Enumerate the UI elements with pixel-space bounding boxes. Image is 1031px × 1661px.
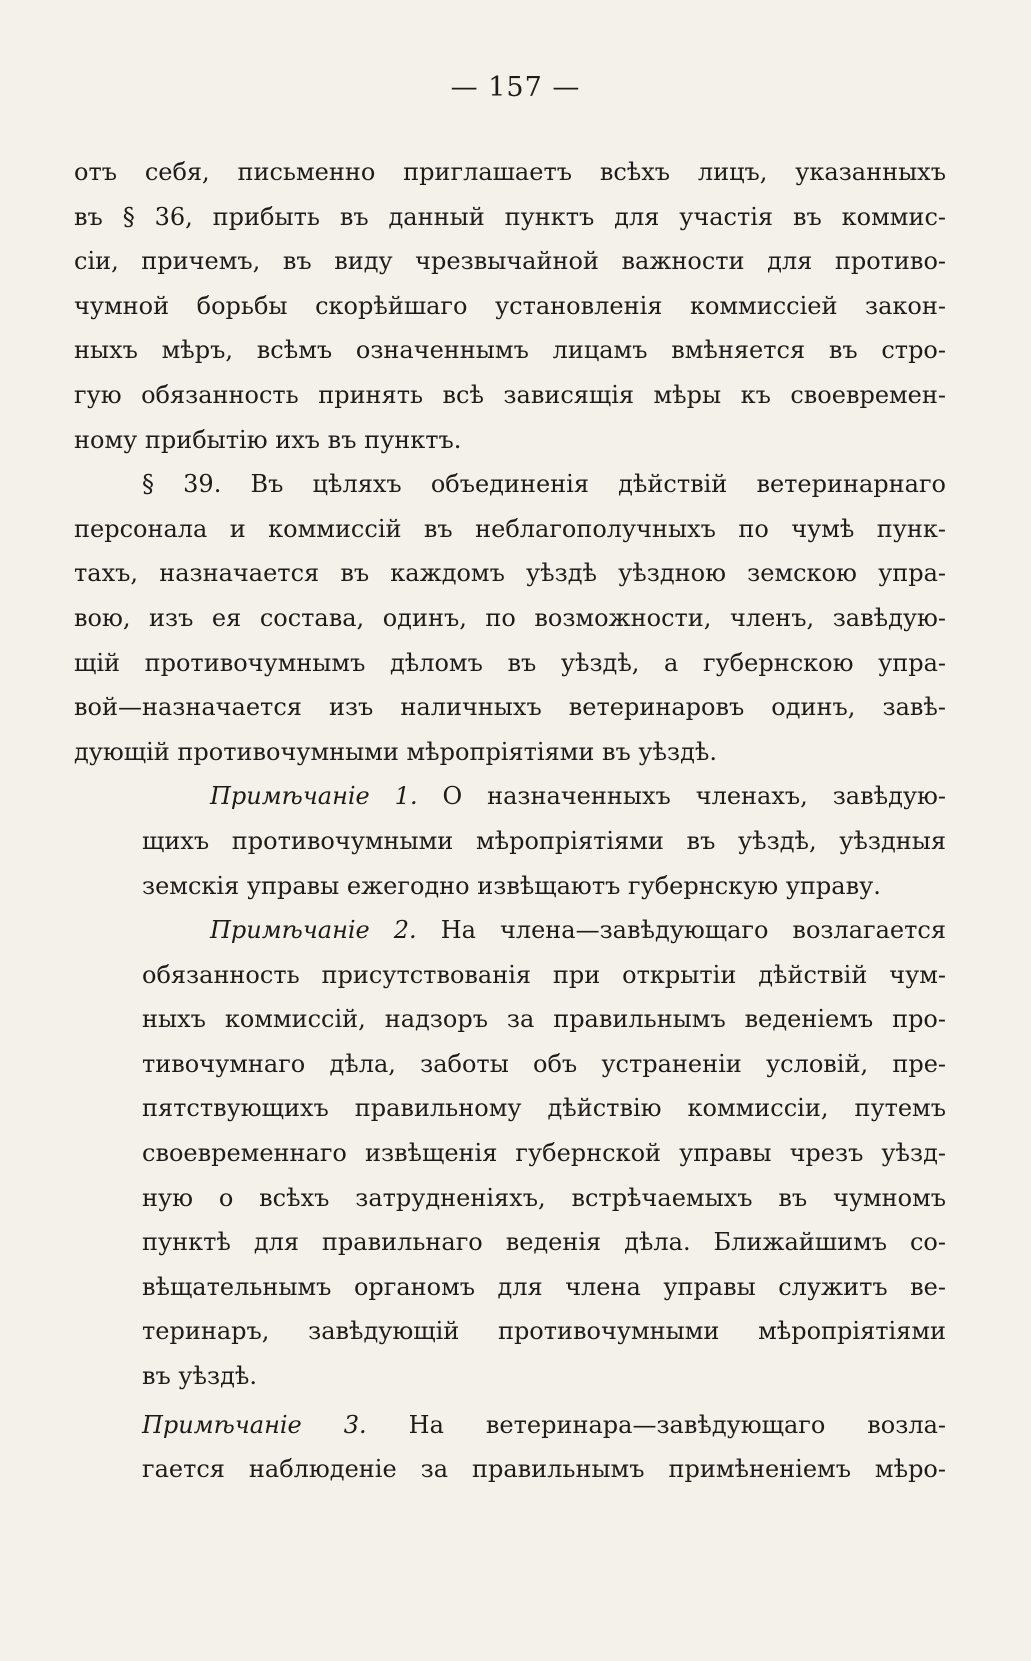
text-line: вой—назначается изъ наличныхъ ветеринаровъ одинъ, завѣ- xyxy=(74,693,946,722)
note-first-line xyxy=(142,908,946,953)
note-1 xyxy=(74,774,946,908)
text-line: теринаръ, завѣдующій противочумными мѣропріятіями xyxy=(142,1317,946,1346)
text-line: сіи, причемъ, въ виду чрезвычайной важности для противо- xyxy=(74,247,946,276)
text-line: ныхъ мѣръ, всѣмъ означеннымъ лицамъ вмѣняется въ стро- xyxy=(74,336,946,365)
note-first-line xyxy=(142,774,946,819)
text-line: обязанность присутствованія при открытіи дѣйствій чум- xyxy=(142,960,946,989)
text-line: щій противочумнымъ дѣломъ въ уѣздѣ, а губернскою упра- xyxy=(74,648,946,677)
paragraph-continuation xyxy=(74,150,946,462)
text-line: пунктѣ для правильнаго веденія дѣла. Ближайшимъ со- xyxy=(142,1228,946,1257)
note-text: На члена—завѣдующаго возлагается xyxy=(440,916,946,945)
text-line: дующій противочумными мѣропріятіями въ уѣздѣ. xyxy=(74,737,717,766)
section-39-paragraph xyxy=(74,462,946,774)
text-line: тивочумнаго дѣла, заботы объ устраненіи условій, пре- xyxy=(142,1049,946,1078)
text-line: вѣщательнымъ органомъ для члена управы служитъ ве- xyxy=(142,1272,946,1301)
text-line: § 39. Въ цѣляхъ объединенія дѣйствій ветеринарнаго xyxy=(142,470,946,499)
text-line: пятствующихъ правильному дѣйствію коммиссіи, путемъ xyxy=(142,1094,946,1123)
text-line: ному прибытію ихъ въ пунктъ. xyxy=(74,425,462,454)
text-line: щихъ противочумными мѣропріятіями въ уѣздѣ, уѣздныя xyxy=(142,826,946,855)
text-line: ныхъ коммиссій, надзоръ за правильнымъ веденіемъ про- xyxy=(142,1005,946,1034)
note-3 xyxy=(74,1403,946,1492)
page-number: — 157 — xyxy=(450,72,581,103)
text-line: гую обязанность принять всѣ зависящія мѣры къ своевремен- xyxy=(74,380,946,409)
note-title: Примѣчаніе 3. xyxy=(142,1410,367,1439)
text-line: своевременнаго извѣщенія губернской управы чрезъ уѣзд- xyxy=(142,1139,946,1168)
text-line: персонала и коммиссій въ неблагополучныхъ по чумѣ пунк- xyxy=(74,514,946,543)
text-line: гается наблюденіе за правильнымъ примѣненіемъ мѣро- xyxy=(142,1455,946,1484)
note-title: Примѣчаніе 2. xyxy=(210,916,417,945)
note-first-line xyxy=(142,1403,946,1448)
text-line: чумной борьбы скорѣйшаго установленія коммиссіей закон- xyxy=(74,291,946,320)
note-text: О назначенныхъ членахъ, завѣдую- xyxy=(442,782,946,811)
text-line: вою, изъ ея состава, одинъ, по возможности, членъ, завѣдую- xyxy=(74,603,946,632)
note-text: На ветеринара—завѣдующаго возла- xyxy=(408,1410,946,1439)
text-line: въ § 36, прибыть въ данный пунктъ для участія въ коммис- xyxy=(74,202,946,231)
text-line: земскія управы ежегодно извѣщаютъ губернскую управу. xyxy=(142,871,881,900)
text-line: отъ себя, письменно приглашаетъ всѣхъ лицъ, указанныхъ xyxy=(74,158,946,186)
text-line: тахъ, назначается въ каждомъ уѣздѣ уѣздною земскою упра- xyxy=(74,559,946,588)
page-body xyxy=(74,150,946,1492)
note-2 xyxy=(74,908,946,1399)
text-line: въ уѣздѣ. xyxy=(142,1362,257,1391)
note-title: Примѣчаніе 1. xyxy=(210,782,418,811)
text-line: ную о всѣхъ затрудненіяхъ, встрѣчаемыхъ въ чумномъ xyxy=(142,1183,946,1212)
